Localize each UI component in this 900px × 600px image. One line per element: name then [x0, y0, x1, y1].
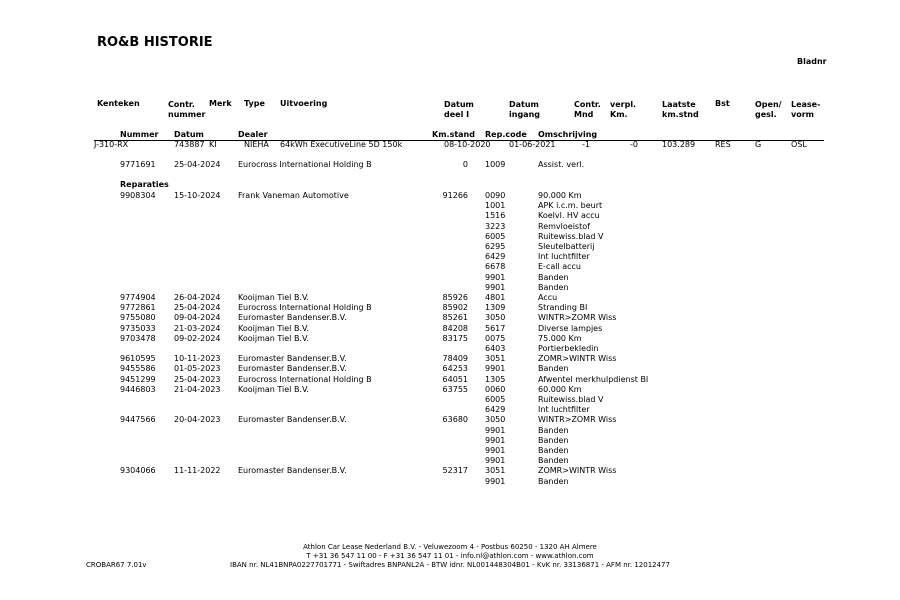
row-code: 1309: [485, 303, 506, 313]
row-nummer: 9455586: [120, 364, 156, 374]
row-omschrijving: Banden: [538, 272, 569, 282]
row-omschrijving: Int luchtfilter: [538, 405, 590, 415]
row-km: 85902: [442, 303, 468, 313]
page-title: RO&B HISTORIE: [97, 35, 213, 50]
row-dealer: Euromaster Bandenser.B.V.: [238, 415, 347, 425]
row-omschrijving: E-call accu: [538, 262, 581, 272]
vehicle-lease-vorm: OSL: [791, 140, 807, 149]
assist-nummer: 9771691: [120, 160, 156, 169]
col-laatste-kmstand: Laatste km.stnd: [662, 100, 699, 119]
row-code: 6005: [485, 395, 506, 404]
col-dealer: Dealer: [238, 130, 268, 139]
row-omschrijving: Sleutelbatterij: [538, 242, 595, 251]
assist-dealer: Eurocross International Holding B: [238, 160, 372, 169]
row-datum: 26-04-2024: [174, 293, 221, 302]
row-omschrijving: 60.000 Km: [538, 384, 582, 394]
col-datum-deel1: Datum deel I: [444, 100, 474, 119]
row-dealer: Kooijman Tiel B.V.: [238, 323, 309, 333]
row-omschrijving: APK i.c.m. beurt: [538, 201, 603, 211]
row-nummer: 9703478: [120, 333, 156, 343]
assist-km: 0: [462, 160, 468, 169]
row-omschrijving: Stranding BI: [538, 303, 588, 313]
row-nummer: 9451299: [120, 374, 156, 384]
row-dealer: Euromaster Bandenser.B.V.: [238, 364, 347, 374]
assist-datum: 25-04-2024: [174, 160, 221, 169]
row-nummer: 9755080: [120, 313, 156, 323]
row-code: 0075: [485, 333, 506, 343]
col-open-gesl: Open/ gesl.: [755, 100, 782, 119]
row-code: 6429: [485, 252, 506, 262]
col-contr-mnd: Contr. Mnd: [574, 100, 601, 119]
col-nummer: Nummer: [120, 130, 159, 139]
row-datum: 10-11-2023: [174, 354, 221, 364]
row-nummer: 9908304: [120, 191, 156, 200]
row-code: 9901: [485, 476, 506, 486]
row-dealer: Kooijman Tiel B.V.: [238, 384, 309, 394]
col-contr-nummer: Contr. nummer: [168, 100, 206, 119]
row-omschrijving: Ruitewiss.blad V: [538, 395, 604, 404]
row-omschrijving: WINTR>ZOMR Wiss: [538, 313, 617, 323]
row-km: 91266: [442, 191, 468, 200]
vehicle-kenteken: J-310-RX: [94, 140, 129, 149]
row-nummer: 9447566: [120, 415, 156, 425]
row-omschrijving: 75.000 Km: [538, 333, 582, 343]
vehicle-datum-deel1: 08-10-2020: [444, 140, 491, 149]
vehicle-datum-ingang: 01-06-2021: [509, 140, 556, 149]
row-km: 52317: [442, 466, 468, 476]
vehicle-laatste-km: 103.289: [662, 140, 696, 149]
row-omschrijving: Banden: [538, 364, 569, 374]
vehicle-contract: 743887: [174, 140, 205, 149]
row-code: 1516: [485, 211, 506, 221]
row-nummer: 9304066: [120, 466, 156, 476]
row-code: 9901: [485, 272, 506, 282]
row-datum: 20-04-2023: [174, 415, 221, 425]
vehicle-verpl-km: -0: [630, 140, 638, 149]
row-omschrijving: Banden: [538, 456, 569, 466]
vehicle-uitvoering: 64kWh ExecutiveLine 5D 150k: [280, 140, 403, 149]
col-verpl-km: verpl. Km.: [610, 100, 637, 119]
row-omschrijving: Banden: [538, 425, 569, 435]
row-km: 63755: [442, 384, 468, 394]
col-uitvoering: Uitvoering: [280, 99, 328, 108]
row-dealer: Kooijman Tiel B.V.: [238, 293, 309, 302]
row-code: 6429: [485, 405, 506, 415]
col-lease-vorm: Lease- vorm: [791, 100, 821, 119]
row-datum: 09-02-2024: [174, 333, 221, 343]
form-code: CROBAR67 7.01v: [86, 561, 147, 569]
row-nummer: 9610595: [120, 354, 156, 364]
row-km: 83175: [442, 333, 468, 343]
row-omschrijving: Diverse lampjes: [538, 323, 603, 333]
row-code: 0090: [485, 191, 506, 200]
row-code: 9901: [485, 435, 506, 445]
row-km: 85261: [442, 313, 468, 323]
row-code: 0060: [485, 384, 506, 394]
row-km: 78409: [442, 354, 468, 364]
row-code: 3050: [485, 415, 506, 425]
row-omschrijving: 90.000 Km: [538, 191, 582, 200]
row-code: 9901: [485, 282, 506, 292]
row-dealer: Kooijman Tiel B.V.: [238, 333, 309, 343]
row-datum: 11-11-2022: [174, 466, 221, 476]
row-km: 85926: [442, 293, 468, 302]
row-datum: 15-10-2024: [174, 191, 221, 200]
row-omschrijving: Remvloeistof: [538, 221, 590, 231]
row-dealer: Euromaster Bandenser.B.V.: [238, 313, 347, 323]
row-code: 9901: [485, 446, 506, 455]
row-code: 6678: [485, 262, 506, 272]
row-code: 9901: [485, 456, 506, 466]
col-type: Type: [244, 99, 265, 108]
row-omschrijving: ZOMR>WINTR Wiss: [538, 354, 617, 364]
row-code: 5617: [485, 323, 506, 333]
row-km: 84208: [442, 323, 468, 333]
row-omschrijving: Banden: [538, 282, 569, 292]
row-datum: 01-05-2023: [174, 364, 221, 374]
row-code: 6005: [485, 231, 506, 241]
row-code: 6295: [485, 242, 506, 251]
row-nummer: 9772861: [120, 303, 156, 313]
row-datum: 21-04-2023: [174, 384, 221, 394]
row-code: 3223: [485, 221, 506, 231]
row-km: 63680: [442, 415, 468, 425]
row-nummer: 9735033: [120, 323, 156, 333]
vehicle-open-gesl: G: [755, 140, 762, 149]
row-code: 4801: [485, 293, 506, 302]
row-datum: 25-04-2023: [174, 374, 221, 384]
row-omschrijving: Int luchtfilter: [538, 252, 590, 262]
row-omschrijving: Accu: [538, 293, 558, 302]
row-code: 6403: [485, 344, 506, 353]
col-datum: Datum: [174, 130, 204, 139]
row-datum: 25-04-2024: [174, 303, 221, 313]
row-nummer: 9774904: [120, 293, 156, 302]
row-datum: 09-04-2024: [174, 313, 221, 323]
vehicle-contr-mnd: -1: [582, 140, 590, 149]
row-code: 1305: [485, 374, 506, 384]
assist-omschrijving: Assist. verl.: [538, 160, 585, 169]
row-dealer: Eurocross International Holding B: [238, 303, 372, 313]
footer-contact: T +31 36 547 11 00 - F +31 36 547 11 01 - info.nl@athlon.com - www.athlon.com: [306, 552, 594, 560]
footer-registration: IBAN nr. NL41BNPA0227701771 - Swiftadres BNPANL2A - BTW idnr. NL001448304B01 - KvK nr. 33136871 - AFM nr. 12012477: [230, 561, 670, 569]
col-repcode: Rep.code: [485, 130, 527, 139]
col-omschrijving: Omschrijving: [538, 130, 598, 139]
vehicle-bst: RES: [715, 140, 731, 149]
row-omschrijving: WINTR>ZOMR Wiss: [538, 415, 617, 425]
row-omschrijving: Banden: [538, 435, 569, 445]
row-code: 9901: [485, 425, 506, 435]
row-code: 3051: [485, 354, 506, 364]
row-dealer: Frank Vaneman Automotive: [238, 191, 349, 200]
row-nummer: 9446803: [120, 384, 156, 394]
col-bst: Bst: [715, 99, 730, 108]
row-code: 3051: [485, 466, 506, 476]
row-omschrijving: Ruitewiss.blad V: [538, 231, 604, 241]
vehicle-merk: KI: [209, 140, 217, 149]
row-omschrijving: ZOMR>WINTR Wiss: [538, 466, 617, 476]
row-datum: 21-03-2024: [174, 323, 221, 333]
vehicle-type: NIEHA: [244, 140, 269, 149]
col-datum-ingang: Datum ingang: [509, 100, 540, 119]
row-omschrijving: Portierbekledin: [538, 344, 599, 353]
row-dealer: Euromaster Bandenser.B.V.: [238, 354, 347, 364]
col-kmstand: Km.stand: [432, 130, 475, 139]
col-kenteken: Kenteken: [97, 99, 140, 108]
row-omschrijving: Koelvl. HV accu: [538, 211, 600, 221]
row-omschrijving: Banden: [538, 476, 569, 486]
section-reparaties: Reparaties: [120, 180, 169, 189]
row-dealer: Eurocross International Holding B: [238, 374, 372, 384]
row-code: 3050: [485, 313, 506, 323]
row-km: 64051: [442, 374, 468, 384]
col-merk: Merk: [209, 99, 232, 108]
row-omschrijving: Afwentel merkhulpdienst BI: [538, 374, 649, 384]
row-omschrijving: Banden: [538, 446, 569, 455]
row-dealer: Euromaster Bandenser.B.V.: [238, 466, 347, 476]
footer-address: Athlon Car Lease Nederland B.V. - Veluwezoom 4 - Postbus 60250 - 1320 AH Almere: [303, 543, 597, 551]
page-number-label: Bladnr: [797, 57, 827, 66]
row-code: 9901: [485, 364, 506, 374]
row-km: 64253: [442, 364, 468, 374]
assist-code: 1009: [485, 160, 506, 169]
row-code: 1001: [485, 201, 506, 211]
